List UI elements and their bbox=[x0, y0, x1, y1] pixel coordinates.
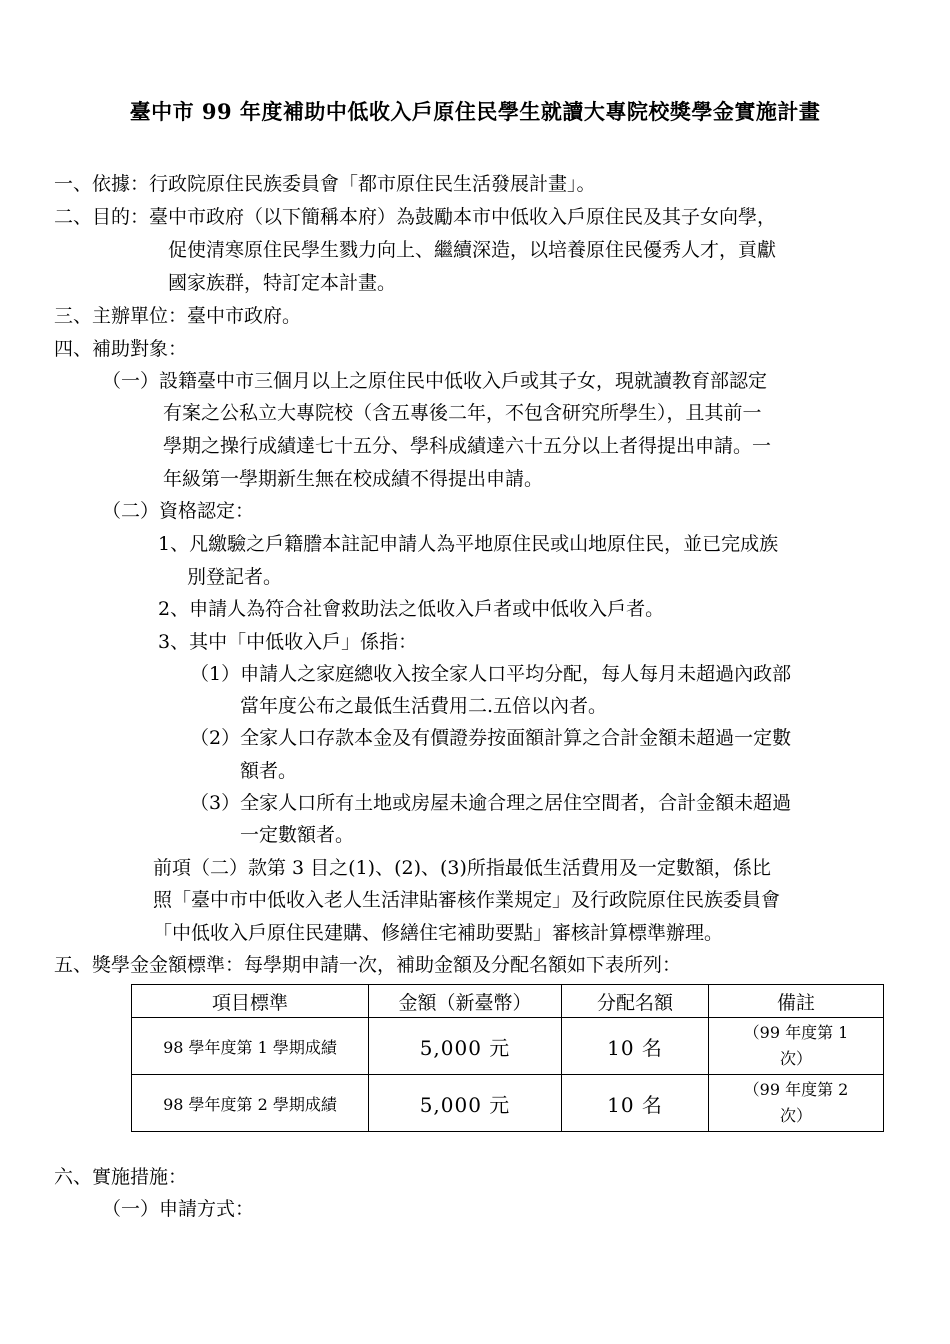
cell-note bbox=[709, 1018, 884, 1075]
text-line: 2、申請人為符合社會救助法之低收入戶者或中低收入戶者。 bbox=[158, 598, 665, 620]
table-header-row bbox=[132, 985, 884, 1018]
note-line: 次） bbox=[779, 1049, 812, 1068]
text-line: 年級第一學期新生無在校成績不得提出申請。 bbox=[163, 468, 544, 490]
cell-amount: 5,000 元 bbox=[369, 1018, 562, 1075]
text-line: 促使清寒原住民學生戮力向上、繼續深造，以培養原住民優秀人才，貢獻 bbox=[168, 239, 777, 261]
document-title: 臺中市 99 年度補助中低收入戶原住民學生就讀大專院校獎學金實施計畫 bbox=[129, 99, 821, 124]
header-item: 項目標準 bbox=[132, 985, 369, 1018]
note-line: （99 年度第 2 bbox=[743, 1080, 849, 1099]
cell-item: 98 學年度第 1 學期成績 bbox=[132, 1018, 369, 1075]
cell-amount: 5,000 元 bbox=[369, 1075, 562, 1132]
scholarship-table bbox=[131, 984, 884, 1132]
text-line: 別登記者。 bbox=[187, 566, 283, 588]
cell-count: 10 名 bbox=[562, 1018, 709, 1075]
text-line: 有案之公私立大專院校（含五專後二年，不包含研究所學生），且其前一 bbox=[163, 402, 762, 424]
text-line: 前項（二）款第 3 目之(1)、(2)、(3)所指最低生活費用及一定數額，係比 bbox=[153, 857, 771, 879]
text-line: 國家族群，特訂定本計畫。 bbox=[168, 272, 397, 294]
header-amount: 金額（新臺幣） bbox=[369, 985, 562, 1018]
text-line: 額者。 bbox=[240, 760, 298, 782]
text-line: （二）資格認定： bbox=[102, 500, 255, 522]
table-row bbox=[132, 1075, 884, 1132]
header-count: 分配名額 bbox=[562, 985, 709, 1018]
cell-item: 98 學年度第 2 學期成績 bbox=[132, 1075, 369, 1132]
text-line: 3、其中「中低收入戶」係指： bbox=[158, 631, 418, 653]
text-line: 一、依據：行政院原住民族委員會「都市原住民生活發展計畫」。 bbox=[54, 173, 596, 195]
cell-count: 10 名 bbox=[562, 1075, 709, 1132]
text-line: 五、獎學金金額標準：每學期申請一次，補助金額及分配名額如下表所列： bbox=[54, 954, 682, 976]
text-line: 三、主辦單位：臺中市政府。 bbox=[54, 305, 302, 327]
text-line: 「中低收入戶原住民建購、修繕住宅補助要點」審核計算標準辦理。 bbox=[153, 922, 724, 944]
text-line: （2）全家人口存款本金及有價證券按面額計算之合計金額未超過一定數 bbox=[190, 727, 792, 749]
text-line: 四、補助對象： bbox=[54, 338, 188, 360]
text-line: （一）申請方式： bbox=[102, 1198, 255, 1220]
text-line: 學期之操行成績達七十五分、學科成績達六十五分以上者得提出申請。一 bbox=[163, 435, 772, 457]
text-line: 一定數額者。 bbox=[240, 824, 355, 846]
cell-note bbox=[709, 1075, 884, 1132]
table-row bbox=[132, 1018, 884, 1075]
text-line: 照「臺中市中低收入老人生活津貼審核作業規定」及行政院原住民族委員會 bbox=[153, 889, 781, 911]
note-line: （99 年度第 1 bbox=[743, 1023, 849, 1042]
note-line: 次） bbox=[779, 1106, 812, 1125]
text-line: 六、實施措施： bbox=[54, 1166, 188, 1188]
text-line: 當年度公布之最低生活費用二.五倍以內者。 bbox=[240, 695, 608, 717]
text-line: （1）申請人之家庭總收入按全家人口平均分配，每人每月未超過內政部 bbox=[190, 663, 792, 685]
text-line: （一）設籍臺中市三個月以上之原住民中低收入戶或其子女，現就讀教育部認定 bbox=[102, 370, 768, 392]
text-line: （3）全家人口所有土地或房屋未逾合理之居住空間者，合計金額未超過 bbox=[190, 792, 792, 814]
text-line: 二、目的：臺中市政府（以下簡稱本府）為鼓勵本市中低收入戶原住民及其子女向學， bbox=[54, 206, 777, 228]
text-line: 1、凡繳驗之戶籍謄本註記申請人為平地原住民或山地原住民，並已完成族 bbox=[158, 533, 779, 555]
header-note: 備註 bbox=[709, 985, 884, 1018]
